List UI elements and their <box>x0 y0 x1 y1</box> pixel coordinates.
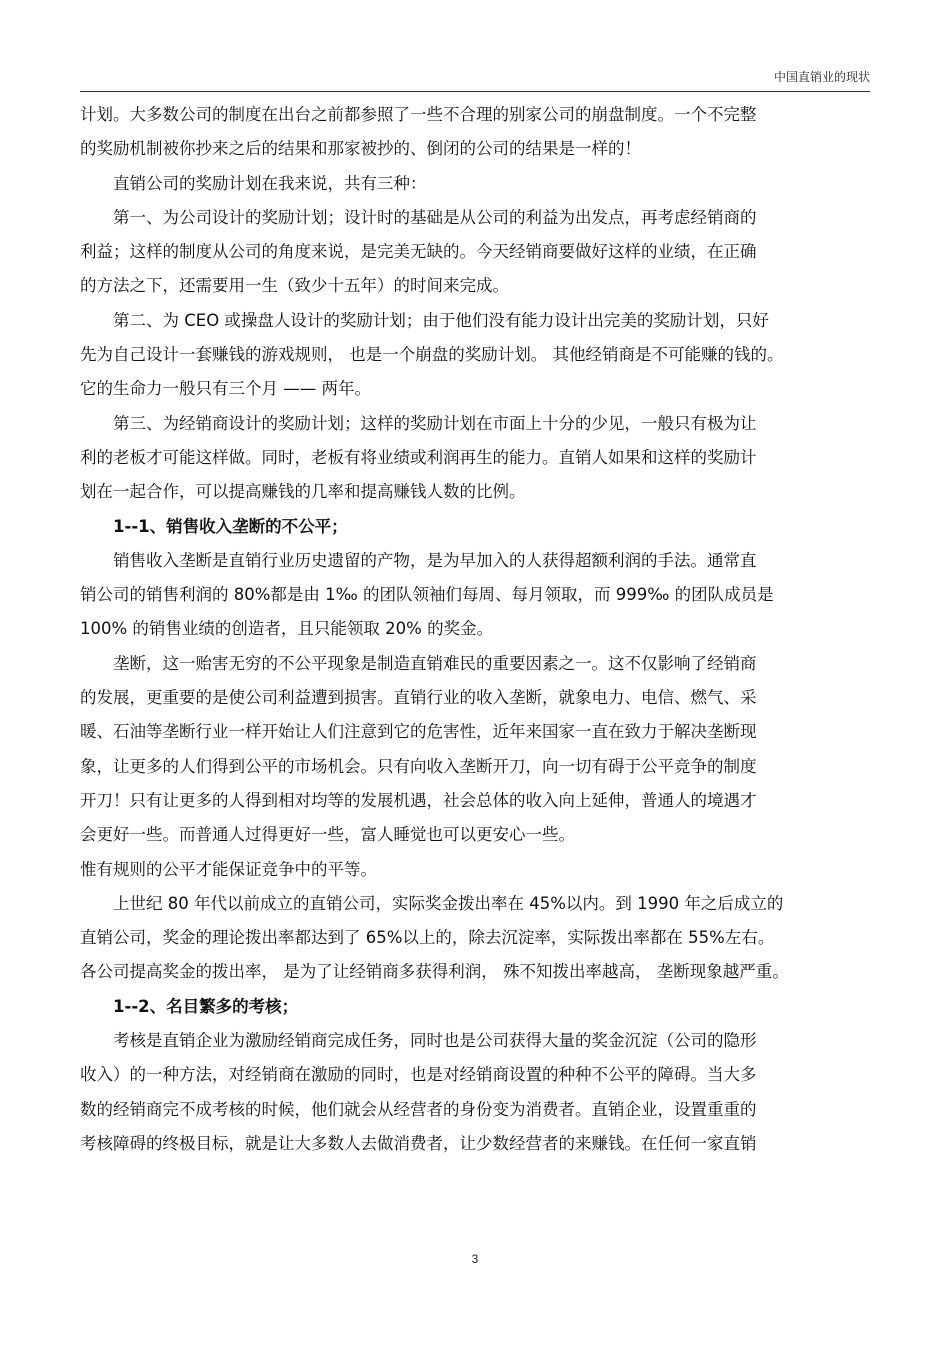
text-line: 的发展，更重要的是使公司利益遭到损害。直销行业的收入垄断，就象电力、电信、燃气、采 <box>80 688 757 708</box>
text-line: 100% 的销售业绩的创造者，且只能领取 20% 的奖金。 <box>80 619 494 639</box>
text-line: 利的老板才可能这样做。同时，老板有将业绩或利润再生的能力。直销人如果和这样的奖励计 <box>80 447 757 467</box>
text-line: 第二、为 CEO 或操盘人设计的奖励计划；由于他们没有能力设计出完美的奖励计划，只好 <box>113 310 769 330</box>
text-line: 各公司提高奖金的拨出率， 是为了让经销商多获得利润， 殊不知拨出率越高， 垄断现象越严重。 <box>80 962 789 982</box>
text-line: 第三、为经销商设计的奖励计划；这样的奖励计划在市面上十分的少见，一般只有极为让 <box>113 413 757 433</box>
text-line: 先为自己设计一套赚钱的游戏规则， 也是一个崩盘的奖励计划。 其他经销商是不可能赚的钱的。 <box>80 345 784 365</box>
text-line: 会更好一些。而普通人过得更好一些，富人睡觉也可以更安心一些。 <box>80 825 575 845</box>
text-line: 上世纪 80 年代以前成立的直销公司，实际奖金拨出率在 45%以内。到 1990 年之后成立的 <box>113 893 784 913</box>
text-line: 收入）的一种方法，对经销商在激励的同时，也是对经销商设置的种种不公平的障碍。当大多 <box>80 1065 757 1085</box>
text-line: 利益；这样的制度从公司的角度来说，是完美无缺的。今天经销商要做好这样的业绩，在正确 <box>80 242 757 262</box>
text-line: 暖、石油等垄断行业一样开始让人们注意到它的危害性，近年来国家一直在致力于解决垄断现 <box>80 722 757 742</box>
text-line: 直销公司的奖励计划在我来说，共有三种： <box>113 173 427 193</box>
text-line: 的奖励机制被你抄来之后的结果和那家被抄的、倒闭的公司的结果是一样的！ <box>80 139 641 159</box>
running-header: 中国直销业的现状 <box>773 70 870 84</box>
text-line: 划在一起合作，可以提高赚钱的几率和提高赚钱人数的比例。 <box>80 482 526 502</box>
text-line: 它的生命力一般只有三个月 —— 两年。 <box>80 379 371 399</box>
header-rule <box>80 91 870 92</box>
text-line: 销公司的销售利润的 80%都是由 1‰ 的团队领袖们每周、每月领取，而 999‰ 的团队成员是 <box>80 585 774 605</box>
text-line: 计划。大多数公司的制度在出台之前都参照了一些不合理的别家公司的崩盘制度。一个不完整 <box>80 105 757 124</box>
text-line: 象，让更多的人们得到公平的市场机会。只有向收入垄断开刀，向一切有碍于公平竞争的制度 <box>80 756 757 776</box>
text-line: 销售收入垄断是直销行业历史遗留的产物，是为早加入的人获得超额利润的手法。通常直 <box>113 550 757 570</box>
text-line: 考核障碍的终极目标，就是让大多数人去做消费者，让少数经营者的来赚钱。在任何一家直销 <box>80 1133 757 1153</box>
section-heading: 1--1、销售收入垄断的不公平； <box>113 516 348 536</box>
body-text <box>80 100 870 1163</box>
text-line: 第一、为公司设计的奖励计划；设计时的基础是从公司的利益为出发点，再考虑经销商的 <box>113 207 757 227</box>
text-line: 考核是直销企业为激励经销商完成任务，同时也是公司获得大量的奖金沉淀（公司的隐形 <box>113 1031 757 1051</box>
text-line: 垄断，这一贻害无穷的不公平现象是制造直销难民的重要因素之一。这不仅影响了经销商 <box>113 653 757 673</box>
text-line: 的方法之下，还需要用一生（致少十五年）的时间来完成。 <box>80 276 509 296</box>
text-line: 数的经销商完不成考核的时候，他们就会从经营者的身份变为消费者。直销企业，设置重重的 <box>80 1099 757 1119</box>
text-line: 开刀！只有让更多的人得到相对均等的发展机遇，社会总体的收入向上延伸，普通人的境遇才 <box>80 790 757 810</box>
page-number: 3 <box>471 1252 479 1266</box>
text-line: 惟有规则的公平才能保证竞争中的平等。 <box>80 859 377 879</box>
text-line: 直销公司，奖金的理论拨出率都达到了 65%以上的，除去沉淀率，实际拨出率都在 55%左右。 <box>80 928 775 948</box>
section-heading: 1--2、名目繁多的考核； <box>113 996 299 1016</box>
